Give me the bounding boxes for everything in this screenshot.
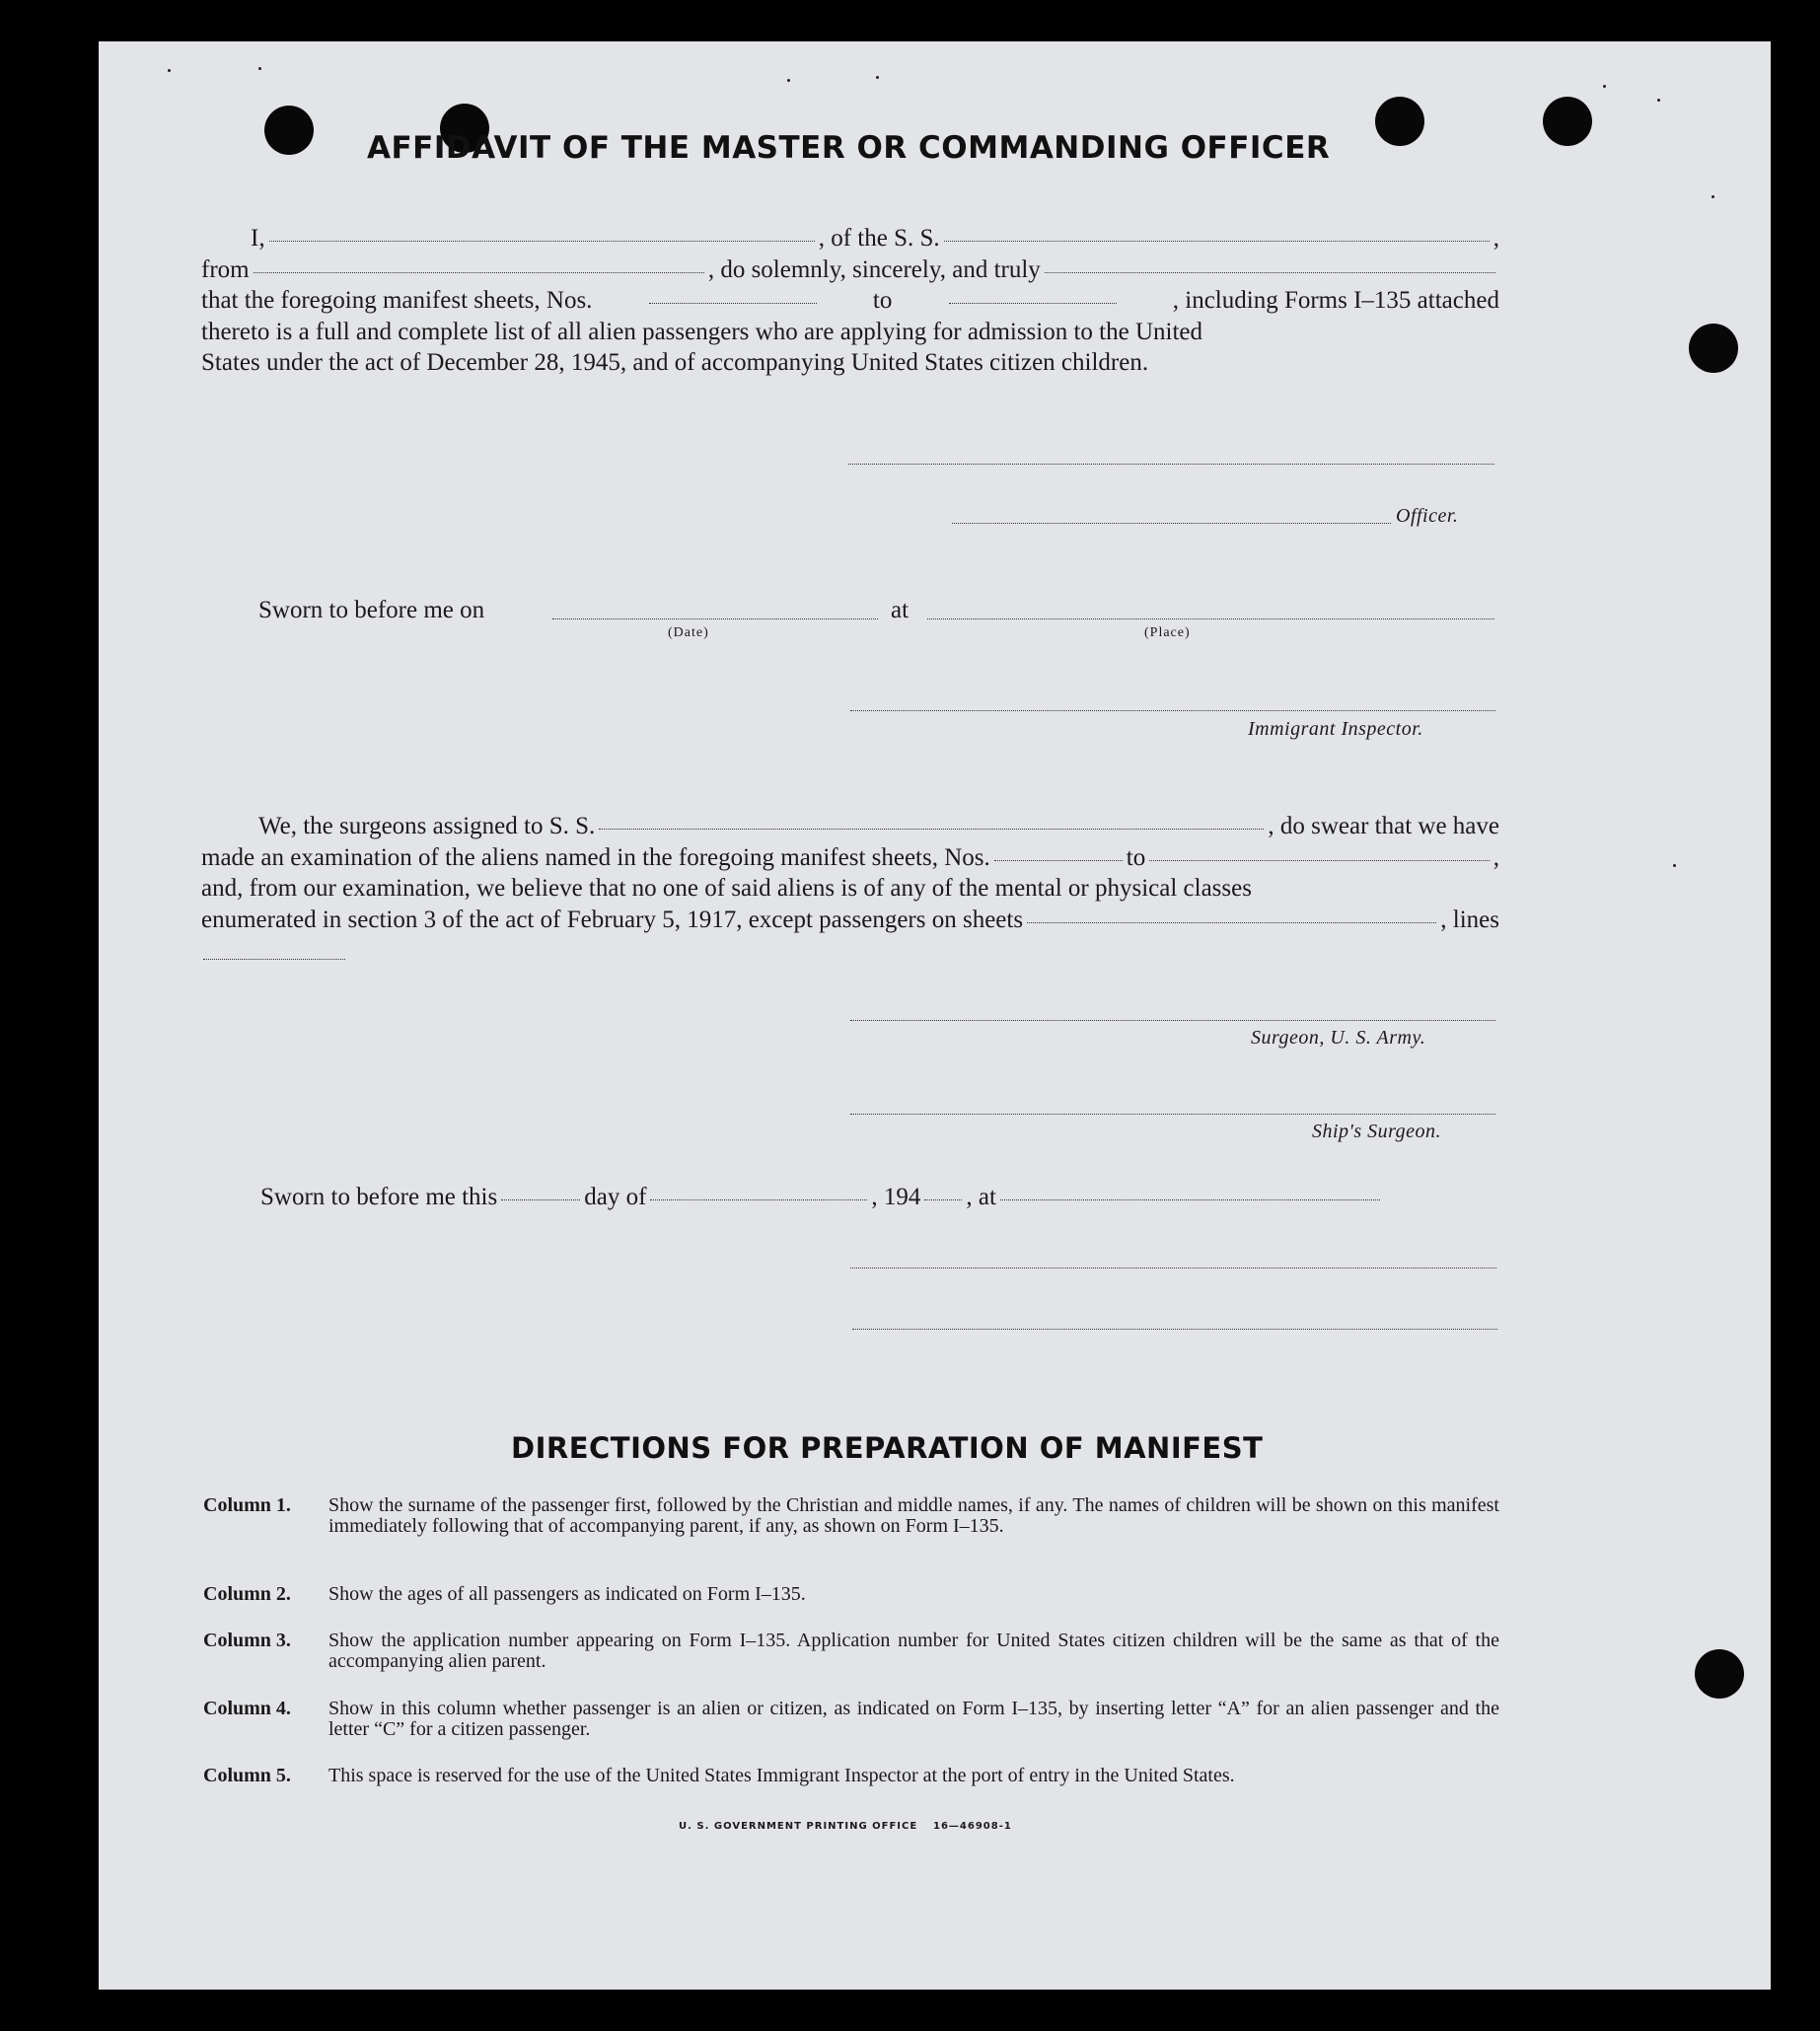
from-field[interactable] [254, 272, 704, 273]
surgeons-line-3 [201, 873, 1499, 905]
text: thereto is a full and complete list of all alien passengers who are applying for admission to the United [201, 318, 1203, 345]
sheet-from-field[interactable] [649, 303, 817, 304]
speck [787, 79, 790, 82]
text: Sworn to before me this [260, 1184, 498, 1210]
name-field[interactable] [269, 241, 815, 242]
column-text: Show the application number appearing on Form I–135. Application number for United States citizen children will be the same as that of the accompanying alien parent. [328, 1630, 1499, 1672]
punch-hole [1695, 1649, 1744, 1699]
surgeons-paragraph [201, 811, 1499, 935]
army-surgeon-label: Surgeon, U. S. Army. [1251, 1027, 1426, 1049]
officer-label: Officer. [1396, 505, 1459, 527]
affidavit-line-5 [201, 347, 1499, 379]
text: and, from our examination, we believe that no one of said aliens is of any of the mental or physical classes [201, 875, 1252, 902]
place-caption: (Place) [1144, 625, 1191, 640]
punch-hole [1543, 97, 1592, 146]
column-text: Show the ages of all passengers as indicated on Form I–135. [328, 1583, 806, 1605]
text: , [1492, 843, 1499, 871]
sheet-to-field[interactable] [949, 303, 1117, 304]
sworn-place-field[interactable] [1000, 1199, 1380, 1200]
direction-column-1 [203, 1495, 1499, 1537]
affidavit-line-3 [201, 285, 1499, 317]
direction-column-3 [203, 1631, 1499, 1672]
signature-line[interactable] [850, 1268, 1496, 1269]
affidavit-title: AFFIDAVIT OF THE MASTER OR COMMANDING OFFICER [367, 130, 1331, 166]
inspector-label: Immigrant Inspector. [1248, 718, 1423, 740]
affidavit-line-4 [201, 317, 1499, 348]
form-code: 16—46908-1 [933, 1821, 1012, 1832]
affidavit-paragraph [201, 223, 1499, 379]
date-field[interactable] [552, 618, 878, 619]
text: from [201, 255, 250, 283]
column-text: Show the surname of the passenger first, followed by the Christian and middle names, if any. The names of children will be shown on this manifest immediately following that of accompanying parent, if any, as shown on Form I–135. [328, 1494, 1499, 1537]
punch-hole [264, 106, 314, 155]
text: Sworn to before me on [258, 597, 485, 623]
text: , do solemnly, sincerely, and truly [707, 255, 1041, 283]
direction-column-5 [203, 1766, 1499, 1786]
text: day of [584, 1184, 647, 1210]
column-label: Column 5. [203, 1765, 291, 1786]
surgeons-line-4 [201, 905, 1499, 936]
direction-column-2 [203, 1584, 1499, 1605]
column-text: Show in this column whether passenger is an alien or citizen, as indicated on Form I–135, by inserting letter “A” for an alien passenger and the letter “C” for a citizen passenger. [328, 1698, 1499, 1740]
signature-line[interactable] [848, 464, 1494, 465]
ship-surgeon-label: Ship's Surgeon. [1312, 1121, 1442, 1142]
column-label: Column 2. [203, 1583, 291, 1605]
affidavit-line-1 [201, 223, 1499, 254]
swear-field[interactable] [1045, 272, 1495, 273]
surgeon-ship-field[interactable] [599, 829, 1264, 830]
surgeons-line-2 [201, 842, 1499, 874]
year-field[interactable] [924, 1199, 962, 1200]
text: to [1126, 843, 1146, 871]
speck [1657, 99, 1660, 102]
surgeon-sheet-to-field[interactable] [1149, 860, 1490, 861]
text: , at [966, 1184, 996, 1210]
month-field[interactable] [650, 1199, 867, 1200]
surgeon-sheet-from-field[interactable] [994, 860, 1123, 861]
speck [876, 76, 879, 79]
officer-signature-line[interactable] [952, 523, 1391, 524]
text: I, [251, 225, 265, 252]
text: , lines [1440, 906, 1499, 933]
text: enumerated in section 3 of the act of February 5, 1917, except passengers on sheets [201, 906, 1024, 933]
column-text: This space is reserved for the use of the United States Immigrant Inspector at the port of entry in the United States. [328, 1765, 1235, 1786]
text: , [1492, 225, 1500, 252]
at-label: at [891, 597, 910, 623]
speck [1603, 85, 1606, 88]
text: that the foregoing manifest sheets, Nos. [201, 287, 593, 314]
text: We, the surgeons assigned to S. S. [258, 813, 596, 839]
except-sheets-field[interactable] [1027, 922, 1436, 923]
direction-column-4 [203, 1699, 1499, 1740]
text: made an examination of the aliens named in the foregoing manifest sheets, Nos. [201, 843, 990, 871]
text: , 194 [871, 1184, 921, 1210]
affidavit-line-2 [201, 254, 1499, 286]
lines-field[interactable] [203, 959, 345, 960]
army-surgeon-signature-line[interactable] [850, 1020, 1495, 1021]
punch-hole [1689, 324, 1738, 373]
surgeons-line-1 [201, 811, 1499, 842]
text: , do swear that we have [1268, 813, 1499, 839]
place-field[interactable] [927, 618, 1494, 619]
column-label: Column 3. [203, 1630, 291, 1651]
text: to [872, 287, 893, 314]
punch-hole [1375, 97, 1424, 146]
sworn-date-row [258, 597, 484, 624]
column-label: Column 4. [203, 1698, 291, 1719]
signature-line[interactable] [852, 1329, 1497, 1330]
speck [168, 69, 171, 72]
text: , including Forms I–135 attached [1172, 287, 1499, 314]
ship-surgeon-signature-line[interactable] [850, 1114, 1495, 1115]
column-label: Column 1. [203, 1494, 291, 1516]
speck [258, 67, 261, 70]
ship-field[interactable] [944, 241, 1490, 242]
text: , of the S. S. [818, 225, 940, 252]
sworn-day-row [260, 1184, 1384, 1211]
speck [1711, 195, 1714, 198]
directions-title: DIRECTIONS FOR PREPARATION OF MANIFEST [511, 1431, 1264, 1465]
text: States under the act of December 28, 1945, and of accompanying United States citizen children. [201, 349, 1149, 376]
day-field[interactable] [501, 1199, 580, 1200]
speck [1673, 864, 1676, 867]
inspector-signature-line[interactable] [850, 710, 1495, 711]
date-caption: (Date) [668, 625, 709, 640]
printer-imprint: U. S. GOVERNMENT PRINTING OFFICE [679, 1821, 918, 1832]
